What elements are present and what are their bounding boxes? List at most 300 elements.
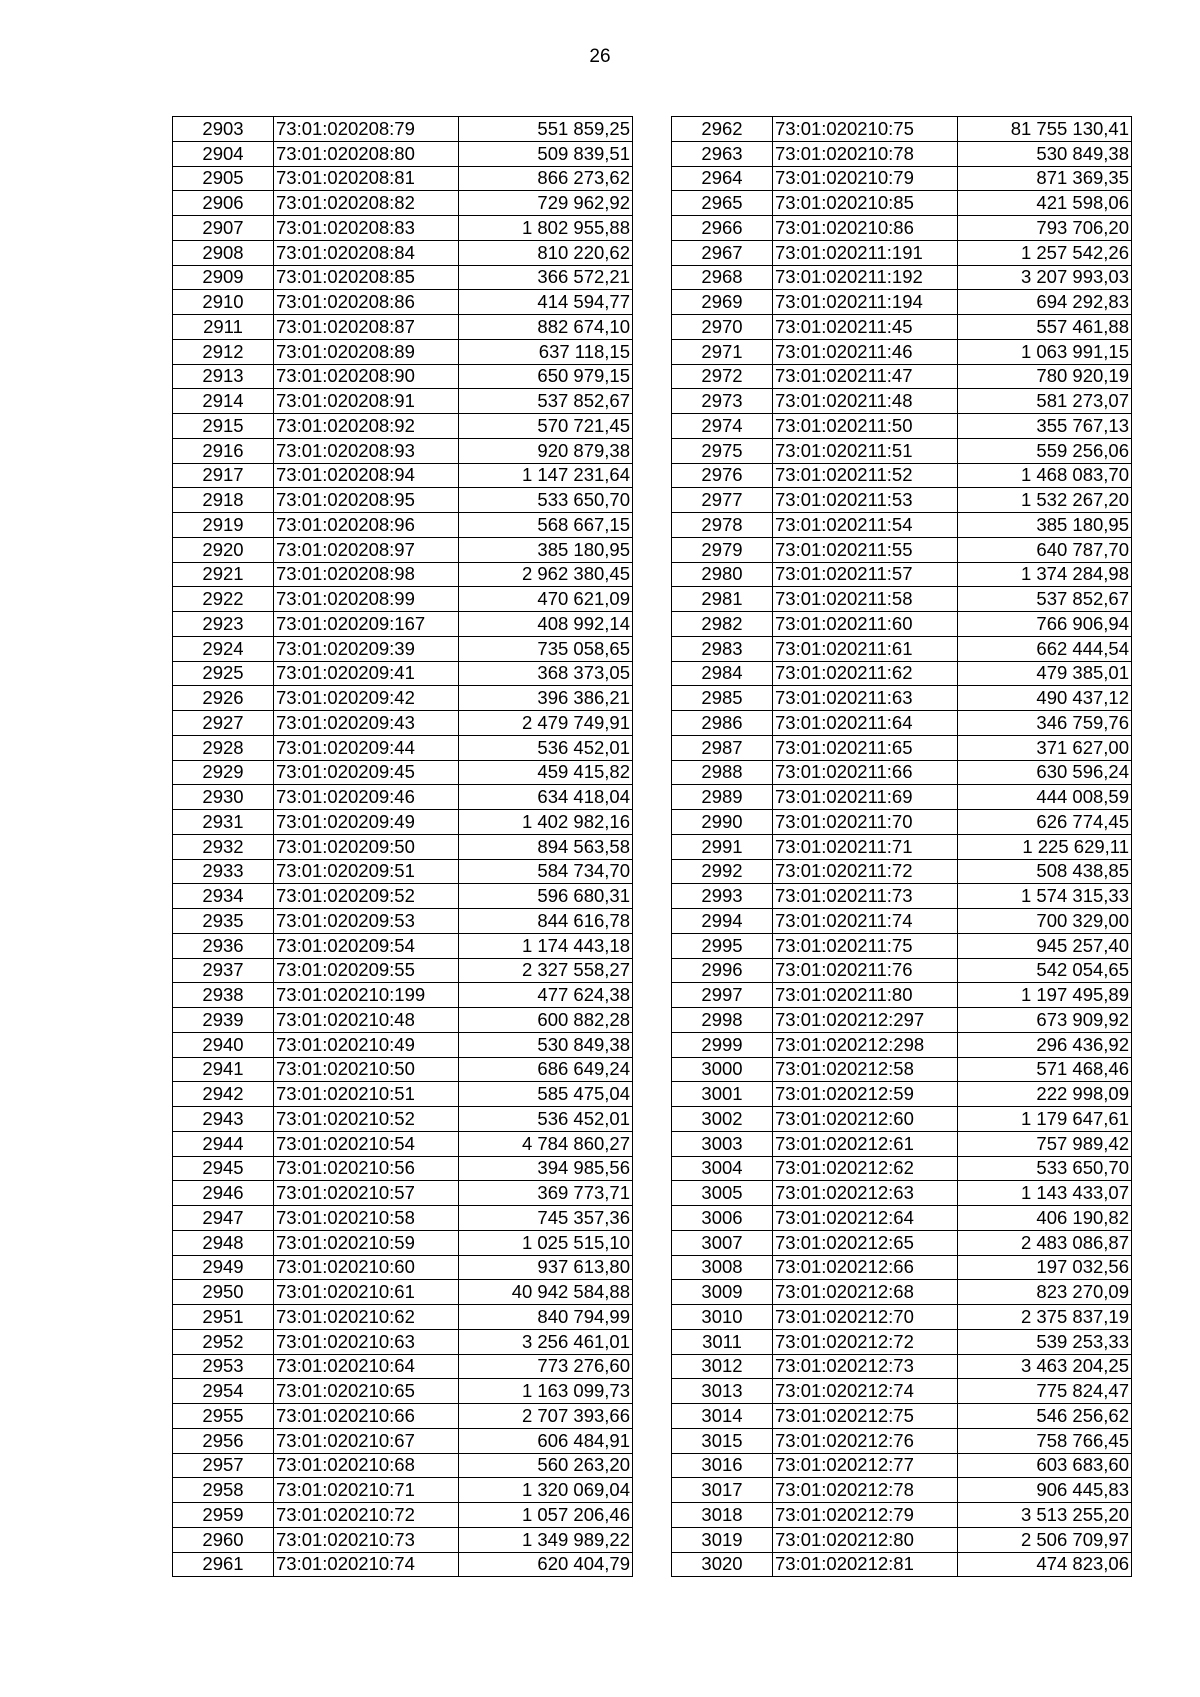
value-cell: 758 766,45	[958, 1428, 1132, 1453]
row-number-cell: 2983	[672, 636, 773, 661]
value-cell: 871 369,35	[958, 166, 1132, 191]
row-number-cell: 2953	[173, 1354, 274, 1379]
value-cell: 1 320 069,04	[459, 1478, 633, 1503]
cadastral-number-cell: 73:01:020210:66	[274, 1404, 459, 1429]
table-row	[173, 933, 633, 958]
row-number-cell: 2954	[173, 1379, 274, 1404]
row-number-cell: 2963	[672, 141, 773, 166]
value-cell: 1 532 267,20	[958, 488, 1132, 513]
value-cell: 630 596,24	[958, 760, 1132, 785]
row-number-cell: 2952	[173, 1329, 274, 1354]
cadastral-number-cell: 73:01:020211:63	[773, 686, 958, 711]
row-number-cell: 2959	[173, 1503, 274, 1528]
row-number-cell: 2907	[173, 216, 274, 241]
cadastral-number-cell: 73:01:020211:76	[773, 958, 958, 983]
table-row	[672, 216, 1132, 241]
row-number-cell: 2974	[672, 414, 773, 439]
value-cell: 406 190,82	[958, 1206, 1132, 1231]
table-row	[173, 983, 633, 1008]
table-row	[173, 265, 633, 290]
table-row	[173, 686, 633, 711]
row-number-cell: 2921	[173, 562, 274, 587]
cadastral-number-cell: 73:01:020209:167	[274, 612, 459, 637]
table-row	[672, 389, 1132, 414]
table-row	[672, 438, 1132, 463]
row-number-cell: 2943	[173, 1107, 274, 1132]
row-number-cell: 2961	[173, 1552, 274, 1577]
value-cell: 3 207 993,03	[958, 265, 1132, 290]
value-cell: 773 276,60	[459, 1354, 633, 1379]
value-cell: 508 438,85	[958, 859, 1132, 884]
cadastral-number-cell: 73:01:020212:68	[773, 1280, 958, 1305]
table-row	[672, 785, 1132, 810]
row-number-cell: 2956	[173, 1428, 274, 1453]
table-row	[672, 1107, 1132, 1132]
row-number-cell: 2965	[672, 191, 773, 216]
table-row	[672, 562, 1132, 587]
value-cell: 40 942 584,88	[459, 1280, 633, 1305]
row-number-cell: 3008	[672, 1255, 773, 1280]
value-cell: 596 680,31	[459, 884, 633, 909]
table-row	[173, 1478, 633, 1503]
row-number-cell: 2986	[672, 711, 773, 736]
row-number-cell: 3017	[672, 1478, 773, 1503]
value-cell: 673 909,92	[958, 1008, 1132, 1033]
table-row	[173, 1255, 633, 1280]
value-cell: 2 707 393,66	[459, 1404, 633, 1429]
row-number-cell: 2908	[173, 240, 274, 265]
row-number-cell: 2976	[672, 463, 773, 488]
table-row	[173, 240, 633, 265]
row-number-cell: 2928	[173, 735, 274, 760]
value-cell: 459 415,82	[459, 760, 633, 785]
row-number-cell: 2906	[173, 191, 274, 216]
table-row	[173, 1156, 633, 1181]
cadastral-number-cell: 73:01:020211:60	[773, 612, 958, 637]
cadastral-number-cell: 73:01:020212:298	[773, 1032, 958, 1057]
cadastral-number-cell: 73:01:020210:62	[274, 1305, 459, 1330]
cadastral-number-cell: 73:01:020208:82	[274, 191, 459, 216]
value-cell: 1 197 495,89	[958, 983, 1132, 1008]
table-row	[672, 1428, 1132, 1453]
table-body	[173, 117, 633, 1577]
cadastral-number-cell: 73:01:020210:54	[274, 1131, 459, 1156]
table-row	[173, 612, 633, 637]
table-row	[173, 884, 633, 909]
cadastral-number-cell: 73:01:020210:50	[274, 1057, 459, 1082]
value-cell: 757 989,42	[958, 1131, 1132, 1156]
cadastral-number-cell: 73:01:020212:73	[773, 1354, 958, 1379]
row-number-cell: 2977	[672, 488, 773, 513]
cadastral-number-cell: 73:01:020208:92	[274, 414, 459, 439]
row-number-cell: 2993	[672, 884, 773, 909]
row-number-cell: 3002	[672, 1107, 773, 1132]
row-number-cell: 2944	[173, 1131, 274, 1156]
value-cell: 745 357,36	[459, 1206, 633, 1231]
row-number-cell: 2922	[173, 587, 274, 612]
value-cell: 600 882,28	[459, 1008, 633, 1033]
table-row	[672, 191, 1132, 216]
cadastral-number-cell: 73:01:020211:75	[773, 933, 958, 958]
table-row	[173, 1503, 633, 1528]
cadastral-number-cell: 73:01:020212:66	[773, 1255, 958, 1280]
cadastral-number-cell: 73:01:020210:74	[274, 1552, 459, 1577]
table-row	[672, 909, 1132, 934]
value-cell: 1 349 989,22	[459, 1527, 633, 1552]
cadastral-number-cell: 73:01:020211:51	[773, 438, 958, 463]
row-number-cell: 2923	[173, 612, 274, 637]
table-row	[173, 834, 633, 859]
cadastral-number-cell: 73:01:020208:96	[274, 513, 459, 538]
table-row	[672, 661, 1132, 686]
cadastral-number-cell: 73:01:020211:53	[773, 488, 958, 513]
row-number-cell: 2931	[173, 810, 274, 835]
table-row	[672, 166, 1132, 191]
row-number-cell: 3001	[672, 1082, 773, 1107]
value-cell: 3 513 255,20	[958, 1503, 1132, 1528]
table-row	[672, 1404, 1132, 1429]
row-number-cell: 2925	[173, 661, 274, 686]
cadastral-number-cell: 73:01:020208:91	[274, 389, 459, 414]
table-row	[173, 1082, 633, 1107]
cadastral-number-cell: 73:01:020211:80	[773, 983, 958, 1008]
row-number-cell: 3012	[672, 1354, 773, 1379]
cadastral-number-cell: 73:01:020208:97	[274, 537, 459, 562]
value-cell: 920 879,38	[459, 438, 633, 463]
value-cell: 1 057 206,46	[459, 1503, 633, 1528]
value-cell: 371 627,00	[958, 735, 1132, 760]
cadastral-number-cell: 73:01:020210:51	[274, 1082, 459, 1107]
cadastral-number-cell: 73:01:020212:297	[773, 1008, 958, 1033]
cadastral-number-cell: 73:01:020210:59	[274, 1230, 459, 1255]
row-number-cell: 2936	[173, 933, 274, 958]
table-row	[672, 1354, 1132, 1379]
row-number-cell: 3007	[672, 1230, 773, 1255]
value-cell: 355 767,13	[958, 414, 1132, 439]
row-number-cell: 2929	[173, 760, 274, 785]
table-row	[672, 1082, 1132, 1107]
cadastral-number-cell: 73:01:020210:85	[773, 191, 958, 216]
row-number-cell: 2942	[173, 1082, 274, 1107]
table-row	[173, 463, 633, 488]
table-row	[173, 1280, 633, 1305]
table-row	[173, 1404, 633, 1429]
row-number-cell: 3009	[672, 1280, 773, 1305]
value-cell: 568 667,15	[459, 513, 633, 538]
value-cell: 2 506 709,97	[958, 1527, 1132, 1552]
value-cell: 394 985,56	[459, 1156, 633, 1181]
value-cell: 700 329,00	[958, 909, 1132, 934]
table-row	[173, 117, 633, 142]
value-cell: 385 180,95	[459, 537, 633, 562]
cadastral-number-cell: 73:01:020209:50	[274, 834, 459, 859]
table-row	[672, 1032, 1132, 1057]
cadastral-number-cell: 73:01:020210:48	[274, 1008, 459, 1033]
value-cell: 414 594,77	[459, 290, 633, 315]
cadastral-number-cell: 73:01:020212:62	[773, 1156, 958, 1181]
value-cell: 396 386,21	[459, 686, 633, 711]
row-number-cell: 2975	[672, 438, 773, 463]
row-number-cell: 2920	[173, 537, 274, 562]
cadastral-number-cell: 73:01:020212:60	[773, 1107, 958, 1132]
value-cell: 551 859,25	[459, 117, 633, 142]
row-number-cell: 2917	[173, 463, 274, 488]
table-row	[173, 1305, 633, 1330]
value-cell: 369 773,71	[459, 1181, 633, 1206]
cadastral-number-cell: 73:01:020210:65	[274, 1379, 459, 1404]
table-row	[173, 1206, 633, 1231]
row-number-cell: 2914	[173, 389, 274, 414]
cadastral-number-cell: 73:01:020211:52	[773, 463, 958, 488]
table-row	[672, 1280, 1132, 1305]
value-cell: 662 444,54	[958, 636, 1132, 661]
value-cell: 1 225 629,11	[958, 834, 1132, 859]
row-number-cell: 2930	[173, 785, 274, 810]
row-number-cell: 2982	[672, 612, 773, 637]
table-row	[173, 562, 633, 587]
value-cell: 945 257,40	[958, 933, 1132, 958]
cadastral-number-cell: 73:01:020210:58	[274, 1206, 459, 1231]
table-row	[672, 414, 1132, 439]
value-cell: 686 649,24	[459, 1057, 633, 1082]
value-cell: 3 256 461,01	[459, 1329, 633, 1354]
row-number-cell: 3000	[672, 1057, 773, 1082]
cadastral-number-cell: 73:01:020212:61	[773, 1131, 958, 1156]
table-row	[173, 1379, 633, 1404]
cadastral-number-cell: 73:01:020212:79	[773, 1503, 958, 1528]
row-number-cell: 2984	[672, 661, 773, 686]
value-cell: 222 998,09	[958, 1082, 1132, 1107]
value-cell: 1 179 647,61	[958, 1107, 1132, 1132]
table-row	[672, 933, 1132, 958]
cadastral-number-cell: 73:01:020210:72	[274, 1503, 459, 1528]
row-number-cell: 2985	[672, 686, 773, 711]
table-row	[173, 513, 633, 538]
cadastral-number-cell: 73:01:020211:66	[773, 760, 958, 785]
table-row	[173, 1131, 633, 1156]
table-row	[672, 1453, 1132, 1478]
table-row	[173, 760, 633, 785]
row-number-cell: 2958	[173, 1478, 274, 1503]
table-row	[173, 488, 633, 513]
row-number-cell: 2997	[672, 983, 773, 1008]
cadastral-number-cell: 73:01:020211:45	[773, 315, 958, 340]
value-cell: 1 063 991,15	[958, 339, 1132, 364]
cadastral-number-cell: 73:01:020211:65	[773, 735, 958, 760]
cadastral-number-cell: 73:01:020208:98	[274, 562, 459, 587]
cadastral-number-cell: 73:01:020211:70	[773, 810, 958, 835]
cadastral-number-cell: 73:01:020211:55	[773, 537, 958, 562]
table-row	[672, 537, 1132, 562]
value-cell: 533 650,70	[459, 488, 633, 513]
value-cell: 2 962 380,45	[459, 562, 633, 587]
row-number-cell: 2998	[672, 1008, 773, 1033]
cadastral-number-cell: 73:01:020211:58	[773, 587, 958, 612]
value-cell: 571 468,46	[958, 1057, 1132, 1082]
table-row	[173, 1428, 633, 1453]
row-number-cell: 2978	[672, 513, 773, 538]
cadastral-number-cell: 73:01:020209:55	[274, 958, 459, 983]
table-row	[173, 1230, 633, 1255]
table-row	[672, 735, 1132, 760]
table-row	[173, 661, 633, 686]
value-cell: 560 263,20	[459, 1453, 633, 1478]
cadastral-number-cell: 73:01:020210:60	[274, 1255, 459, 1280]
cadastral-number-cell: 73:01:020209:42	[274, 686, 459, 711]
table-row	[173, 735, 633, 760]
value-cell: 2 483 086,87	[958, 1230, 1132, 1255]
row-number-cell: 3003	[672, 1131, 773, 1156]
cadastral-number-cell: 73:01:020212:80	[773, 1527, 958, 1552]
table-row	[672, 587, 1132, 612]
cadastral-number-cell: 73:01:020212:58	[773, 1057, 958, 1082]
table-row	[173, 1032, 633, 1057]
table-row	[672, 364, 1132, 389]
value-cell: 840 794,99	[459, 1305, 633, 1330]
row-number-cell: 3006	[672, 1206, 773, 1231]
row-number-cell: 2980	[672, 562, 773, 587]
cadastral-number-cell: 73:01:020208:79	[274, 117, 459, 142]
table-row	[672, 315, 1132, 340]
row-number-cell: 2918	[173, 488, 274, 513]
value-cell: 637 118,15	[459, 339, 633, 364]
value-cell: 296 436,92	[958, 1032, 1132, 1057]
value-cell: 557 461,88	[958, 315, 1132, 340]
cadastral-number-cell: 73:01:020212:78	[773, 1478, 958, 1503]
cadastral-table-left	[172, 116, 633, 1577]
cadastral-number-cell: 73:01:020208:81	[274, 166, 459, 191]
row-number-cell: 3010	[672, 1305, 773, 1330]
row-number-cell: 2903	[173, 117, 274, 142]
value-cell: 421 598,06	[958, 191, 1132, 216]
value-cell: 444 008,59	[958, 785, 1132, 810]
row-number-cell: 2995	[672, 933, 773, 958]
table-row	[173, 958, 633, 983]
table-row	[672, 810, 1132, 835]
value-cell: 366 572,21	[459, 265, 633, 290]
row-number-cell: 2945	[173, 1156, 274, 1181]
row-number-cell: 2973	[672, 389, 773, 414]
value-cell: 650 979,15	[459, 364, 633, 389]
cadastral-number-cell: 73:01:020208:95	[274, 488, 459, 513]
row-number-cell: 2994	[672, 909, 773, 934]
row-number-cell: 2946	[173, 1181, 274, 1206]
value-cell: 894 563,58	[459, 834, 633, 859]
value-cell: 1 374 284,98	[958, 562, 1132, 587]
row-number-cell: 2950	[173, 1280, 274, 1305]
cadastral-number-cell: 73:01:020208:93	[274, 438, 459, 463]
row-number-cell: 2989	[672, 785, 773, 810]
cadastral-number-cell: 73:01:020212:81	[773, 1552, 958, 1577]
row-number-cell: 2979	[672, 537, 773, 562]
cadastral-number-cell: 73:01:020210:52	[274, 1107, 459, 1132]
row-number-cell: 2968	[672, 265, 773, 290]
table-row	[672, 1503, 1132, 1528]
row-number-cell: 2972	[672, 364, 773, 389]
value-cell: 603 683,60	[958, 1453, 1132, 1478]
table-row	[173, 1354, 633, 1379]
value-cell: 546 256,62	[958, 1404, 1132, 1429]
cadastral-number-cell: 73:01:020209:44	[274, 735, 459, 760]
value-cell: 346 759,76	[958, 711, 1132, 736]
row-number-cell: 2992	[672, 859, 773, 884]
row-number-cell: 2967	[672, 240, 773, 265]
row-number-cell: 2969	[672, 290, 773, 315]
value-cell: 470 621,09	[459, 587, 633, 612]
table-row	[173, 537, 633, 562]
value-cell: 584 734,70	[459, 859, 633, 884]
table-row	[173, 1552, 633, 1577]
cadastral-number-cell: 73:01:020210:78	[773, 141, 958, 166]
row-number-cell: 3014	[672, 1404, 773, 1429]
cadastral-number-cell: 73:01:020211:47	[773, 364, 958, 389]
cadastral-number-cell: 73:01:020208:84	[274, 240, 459, 265]
cadastral-number-cell: 73:01:020211:69	[773, 785, 958, 810]
row-number-cell: 2970	[672, 315, 773, 340]
table-row	[173, 1181, 633, 1206]
table-row	[173, 389, 633, 414]
cadastral-number-cell: 73:01:020209:49	[274, 810, 459, 835]
cadastral-number-cell: 73:01:020211:194	[773, 290, 958, 315]
table-row	[672, 141, 1132, 166]
cadastral-number-cell: 73:01:020209:46	[274, 785, 459, 810]
table-row	[173, 1057, 633, 1082]
cadastral-number-cell: 73:01:020211:61	[773, 636, 958, 661]
table-body	[672, 117, 1132, 1577]
row-number-cell: 2951	[173, 1305, 274, 1330]
value-cell: 530 849,38	[958, 141, 1132, 166]
cadastral-number-cell: 73:01:020212:72	[773, 1329, 958, 1354]
cadastral-number-cell: 73:01:020208:90	[274, 364, 459, 389]
table-row	[672, 686, 1132, 711]
table-row	[173, 810, 633, 835]
table-row	[672, 1478, 1132, 1503]
cadastral-number-cell: 73:01:020211:62	[773, 661, 958, 686]
cadastral-number-cell: 73:01:020210:73	[274, 1527, 459, 1552]
row-number-cell: 2909	[173, 265, 274, 290]
row-number-cell: 3016	[672, 1453, 773, 1478]
cadastral-number-cell: 73:01:020209:53	[274, 909, 459, 934]
table-row	[173, 1527, 633, 1552]
cadastral-number-cell: 73:01:020209:39	[274, 636, 459, 661]
cadastral-number-cell: 73:01:020211:54	[773, 513, 958, 538]
cadastral-number-cell: 73:01:020212:64	[773, 1206, 958, 1231]
cadastral-number-cell: 73:01:020210:68	[274, 1453, 459, 1478]
row-number-cell: 2905	[173, 166, 274, 191]
value-cell: 474 823,06	[958, 1552, 1132, 1577]
row-number-cell: 2940	[173, 1032, 274, 1057]
row-number-cell: 2926	[173, 686, 274, 711]
cadastral-number-cell: 73:01:020208:99	[274, 587, 459, 612]
value-cell: 4 784 860,27	[459, 1131, 633, 1156]
cadastral-number-cell: 73:01:020212:76	[773, 1428, 958, 1453]
row-number-cell: 2947	[173, 1206, 274, 1231]
value-cell: 823 270,09	[958, 1280, 1132, 1305]
value-cell: 385 180,95	[958, 513, 1132, 538]
table-row	[173, 414, 633, 439]
value-cell: 694 292,83	[958, 290, 1132, 315]
row-number-cell: 2919	[173, 513, 274, 538]
row-number-cell: 2962	[672, 117, 773, 142]
cadastral-number-cell: 73:01:020210:86	[773, 216, 958, 241]
table-row	[672, 1379, 1132, 1404]
row-number-cell: 2964	[672, 166, 773, 191]
value-cell: 735 058,65	[459, 636, 633, 661]
table-row	[173, 364, 633, 389]
row-number-cell: 2941	[173, 1057, 274, 1082]
cadastral-number-cell: 73:01:020210:67	[274, 1428, 459, 1453]
row-number-cell: 2999	[672, 1032, 773, 1057]
